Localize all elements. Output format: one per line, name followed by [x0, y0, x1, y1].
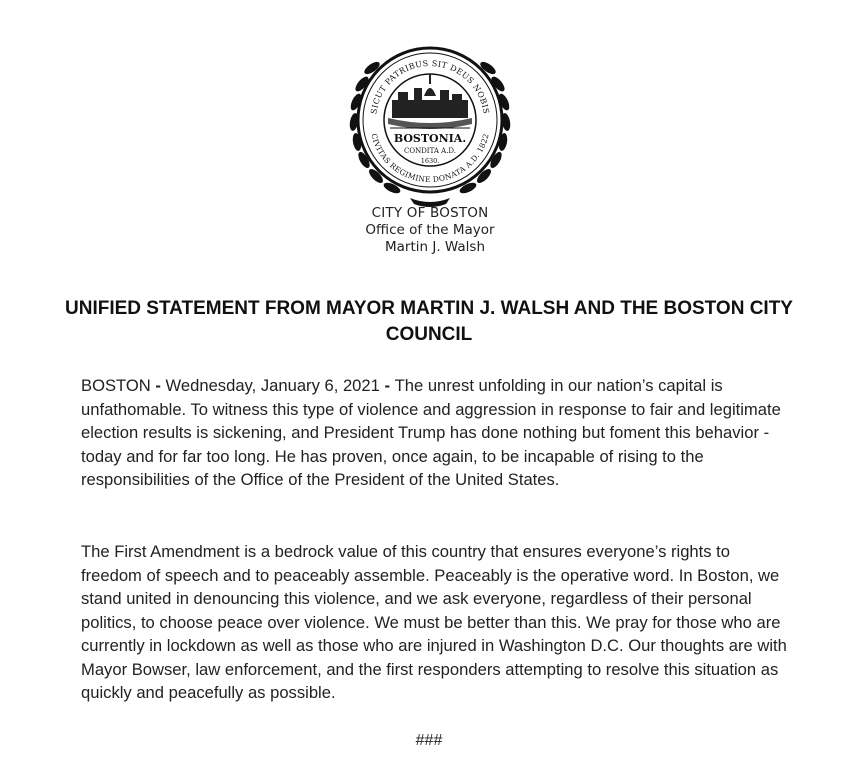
city-seal [340, 30, 520, 210]
dateline-dash: - [150, 376, 166, 395]
paragraph-1-text: The unrest unfolding in our nation’s capital is unfathomable. To witness this type of violence and aggression in response to fair and legitimate election results is sickening, and President Trump has done nothing but foment this behavior - today and for far too long. He has proven, once again, to be incapable of rising to the responsibilities of the Office of the President of the United States. [81, 376, 781, 489]
seal-outer-ring [358, 48, 502, 192]
dateline-dash-2: - [379, 376, 395, 395]
office-letterhead [330, 205, 530, 256]
seal-year: 1630. [420, 157, 440, 165]
office-name: Office of the Mayor [365, 222, 495, 238]
seal-top-inscription: SICUT PATRIBUS SIT DEUS NOBIS [369, 58, 491, 115]
dateline-city: BOSTON [81, 376, 151, 395]
mayor-name: Martin J. Walsh [384, 239, 486, 255]
dateline-date: Wednesday, January 6, 2021 [165, 376, 380, 395]
city-name: CITY OF BOSTON [371, 205, 489, 221]
statement-headline: UNIFIED STATEMENT FROM MAYOR MARTIN J. WALSH AND THE BOSTON CITY COUNCIL [65, 298, 793, 345]
seal-condita: CONDITA A.D. [403, 147, 457, 155]
seal-city-name: BOSTONIA. [393, 132, 467, 145]
statement-paragraph-2: The First Amendment is a bedrock value of this country that ensures everyone’s rights to freedom of speech and to peaceably assemble. Peaceably is the operative word. In Boston, we stand united in denouncing this violence, and we ask everyone, regardless of their personal politics, to choose peace over violence. We must be better than this. We pray for those who are currently in lockdown as well as those who are injured in Washington D.C. Our thoughts are with Mayor Bowser, law enforcement, and the first responders attempting to resolve this situation as quickly and peacefully as possible. [81, 542, 787, 702]
seal-bottom-inscription: CIVITAS REGIMINE DONATA A.D. 1822 [369, 132, 491, 185]
statement-paragraph-1 [81, 374, 793, 492]
seal-emblem [340, 30, 520, 210]
end-mark: ### [415, 732, 443, 749]
